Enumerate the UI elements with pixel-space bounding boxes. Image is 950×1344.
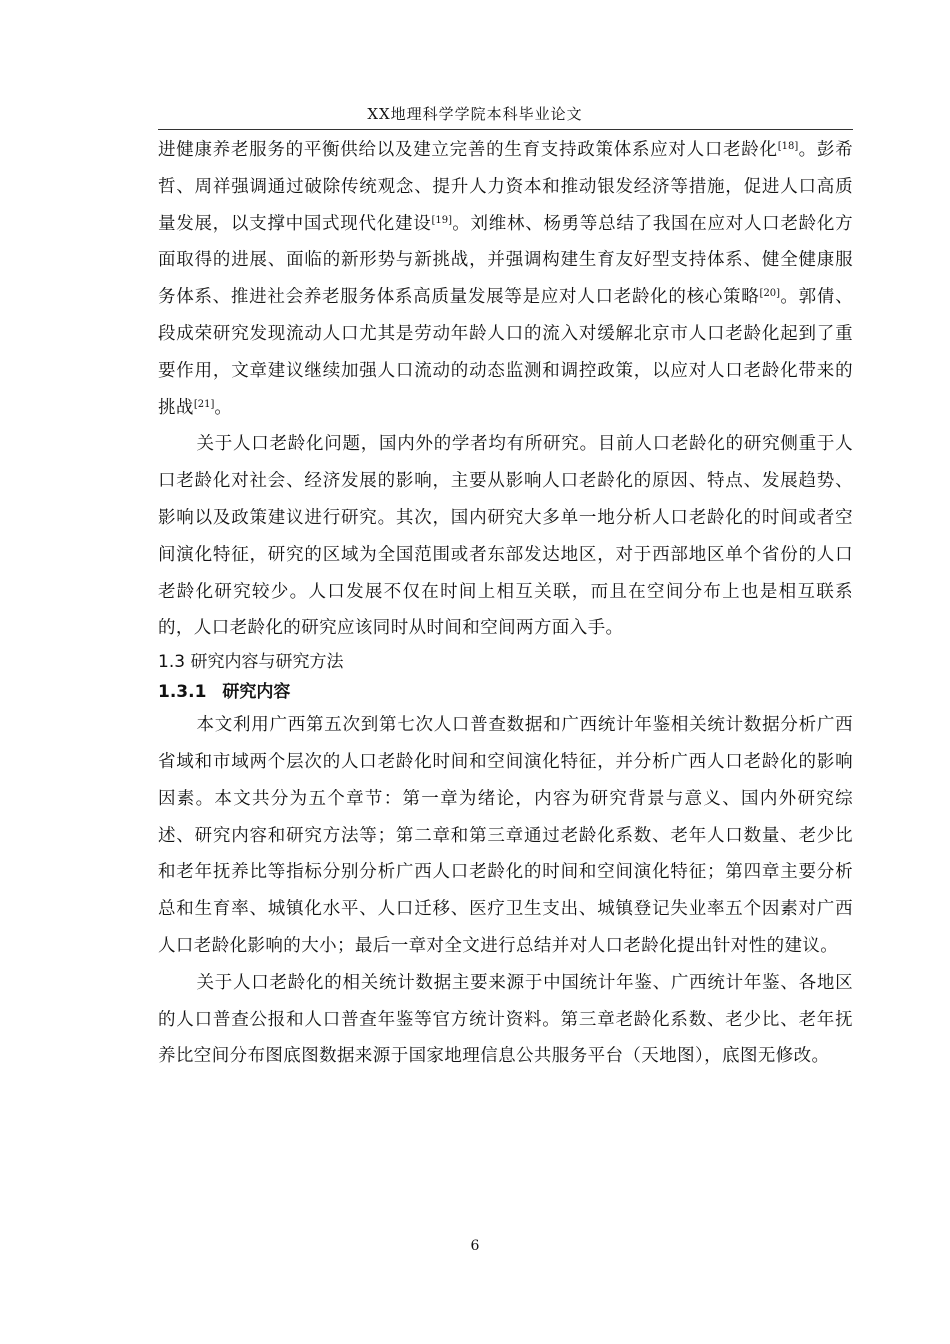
- body-text: [158, 132, 853, 1075]
- section-title: 研究内容与研究方法: [190, 652, 344, 673]
- paragraph-text: 。郭倩、段成荣研究发现流动人口尤其是劳动年龄人口的流入对缓解北京市人口老龄化起到了重要作用，文章建议继续加强人口流动的动态监测和调控政策，以应对人口老龄化带来的挑战: [158, 287, 853, 418]
- paragraph-research-summary: 关于人口老龄化问题，国内外的学者均有所研究。目前人口老龄化的研究侧重于人口老龄化对社会、经济发展的影响，主要从影响人口老龄化的原因、特点、发展趋势、影响以及政策建议进行研究。其次，国内研究大多单一地分析人口老龄化的时间或者空间演化特征，研究的区域为全国范围或者东部发达地区，对于西部地区单个省份的人口老龄化研究较少。人口发展不仅在时间上相互关联，而且在空间分布上也是相互联系的，人口老龄化的研究应该同时从时间和空间两方面入手。: [158, 434, 853, 639]
- citation: [21]: [193, 398, 215, 410]
- paragraph-text: 。彭希哲、周祥强调通过破除传统观念、提升人力资本和推动银发经济等措施，促进人口高质量发展，以支撑中国式现代化建设: [158, 140, 853, 234]
- paragraph-research-content: 本文利用广西第五次到第七次人口普查数据和广西统计年鉴相关统计数据分析广西省域和市域两个层次的人口老龄化时间和空间演化特征，并分析广西人口老龄化的影响因素。本文共分为五个章节：第一章为绪论，内容为研究背景与意义、国内外研究综述、研究内容和研究方法等；第二章和第三章通过老龄化系数、老年人口数量、老少比和老年抚养比等指标分别分析广西人口老龄化的时间和空间演化特征；第四章主要分析总和生育率、城镇化水平、人口迁移、医疗卫生支出、城镇登记失业率五个因素对广西人口老龄化影响的大小；最后一章对全文进行总结并对人口老龄化提出针对性的建议。: [158, 715, 853, 956]
- running-header: XX地理科学学院本科毕业论文: [367, 105, 583, 123]
- subsection-title: 研究内容: [222, 682, 291, 703]
- citation: [19]: [431, 214, 452, 226]
- paragraph-text: 。刘维林、杨勇等总结了我国在应对人口老龄化方面取得的进展、面临的新形势与新挑战，并强调构建生育友好型支持体系、健全健康服务体系、推进社会养老服务体系高质量发展等是应对人口老龄化的核心策略: [158, 213, 853, 308]
- paragraph-text: 。: [214, 397, 233, 418]
- section-number: 1.3: [158, 652, 186, 673]
- subsection-number: 1.3.1: [158, 682, 207, 703]
- paragraph-literature-continued: [158, 132, 853, 426]
- citation: [20]: [759, 288, 781, 300]
- page-number: 6: [470, 1238, 480, 1254]
- paragraph-data-sources: 关于人口老龄化的相关统计数据主要来源于中国统计年鉴、广西统计年鉴、各地区的人口普查公报和人口普查年鉴等官方统计资料。第三章老龄化系数、老少比、老年抚养比空间分布图底图数据来源于国家地理信息公共服务平台（天地图），底图无修改。: [158, 972, 853, 1067]
- citation: [18]: [777, 141, 799, 152]
- paragraph-text: 进健康养老服务的平衡供给以及建立完善的生育支持政策体系应对人口老龄化: [158, 140, 778, 160]
- section-heading: [158, 647, 853, 677]
- header-rule: [158, 129, 853, 130]
- subsection-heading: [158, 677, 853, 707]
